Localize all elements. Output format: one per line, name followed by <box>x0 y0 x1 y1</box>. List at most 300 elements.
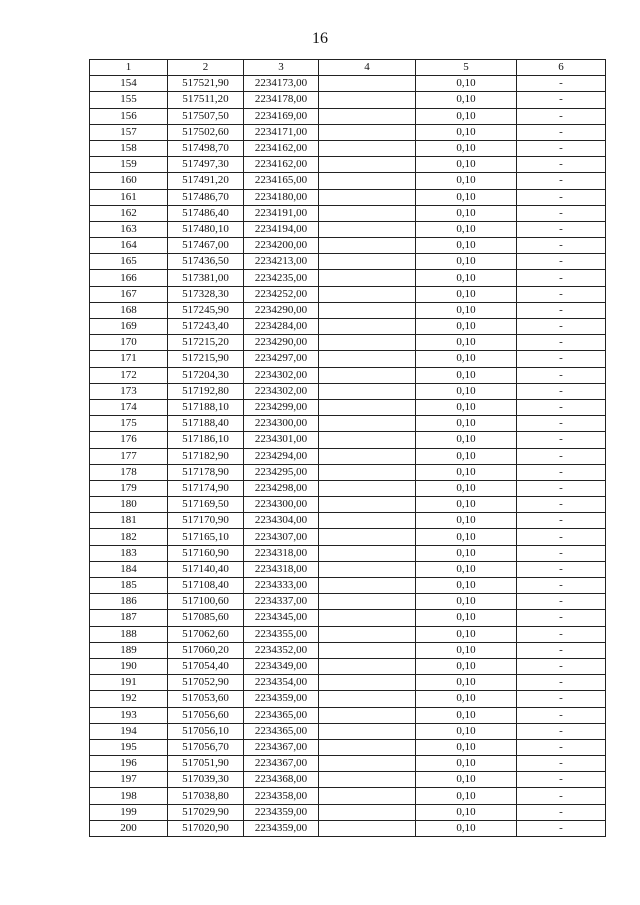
table-cell: - <box>517 513 606 529</box>
table-cell <box>319 383 416 399</box>
table-cell: 517245,90 <box>168 302 244 318</box>
table-cell: - <box>517 707 606 723</box>
table-cell: - <box>517 367 606 383</box>
table-cell: 2234359,00 <box>244 820 319 836</box>
table-cell: 517511,20 <box>168 92 244 108</box>
table-row <box>90 157 606 173</box>
table-cell: 517056,70 <box>168 739 244 755</box>
table-cell <box>319 302 416 318</box>
column-header: 1 <box>90 60 168 76</box>
table-cell: - <box>517 578 606 594</box>
table-cell <box>319 76 416 92</box>
table-cell: 517170,90 <box>168 513 244 529</box>
table-cell: 178 <box>90 464 168 480</box>
table-cell: 192 <box>90 691 168 707</box>
table-cell: 2234213,00 <box>244 254 319 270</box>
table-cell: 2234194,00 <box>244 221 319 237</box>
table-cell: 2234290,00 <box>244 335 319 351</box>
table-cell <box>319 124 416 140</box>
table-cell: - <box>517 238 606 254</box>
table-cell: - <box>517 254 606 270</box>
table-cell: 2234304,00 <box>244 513 319 529</box>
table-cell: - <box>517 820 606 836</box>
table-cell <box>319 221 416 237</box>
table-row <box>90 383 606 399</box>
table-cell: 517085,60 <box>168 610 244 626</box>
table-cell: 2234333,00 <box>244 578 319 594</box>
table-cell: 199 <box>90 804 168 820</box>
column-header: 5 <box>416 60 517 76</box>
table-cell: - <box>517 545 606 561</box>
table-cell <box>319 626 416 642</box>
table-cell: 2234365,00 <box>244 707 319 723</box>
table-cell: 0,10 <box>416 464 517 480</box>
table-cell: 2234178,00 <box>244 92 319 108</box>
table-cell: 0,10 <box>416 675 517 691</box>
table-cell: 160 <box>90 173 168 189</box>
table-cell: 0,10 <box>416 157 517 173</box>
table-cell: 0,10 <box>416 189 517 205</box>
table-cell: 2234359,00 <box>244 804 319 820</box>
table-cell: 517486,40 <box>168 205 244 221</box>
table-cell: 517192,80 <box>168 383 244 399</box>
table-cell <box>319 351 416 367</box>
table-cell: 2234318,00 <box>244 545 319 561</box>
table-row <box>90 140 606 156</box>
table-cell: - <box>517 675 606 691</box>
table-cell: 177 <box>90 448 168 464</box>
table-row <box>90 189 606 205</box>
table-cell: 2234180,00 <box>244 189 319 205</box>
table-cell: 0,10 <box>416 594 517 610</box>
table-cell: - <box>517 480 606 496</box>
table-cell: 517056,60 <box>168 707 244 723</box>
table-cell <box>319 480 416 496</box>
table-cell: 517215,90 <box>168 351 244 367</box>
table-row <box>90 416 606 432</box>
table-cell: 517215,20 <box>168 335 244 351</box>
table-row <box>90 108 606 124</box>
table-cell: 2234290,00 <box>244 302 319 318</box>
table-cell: - <box>517 772 606 788</box>
table-row <box>90 173 606 189</box>
table-cell: 2234355,00 <box>244 626 319 642</box>
table-row <box>90 513 606 529</box>
table-cell: 167 <box>90 286 168 302</box>
table-row <box>90 707 606 723</box>
table-cell: 0,10 <box>416 416 517 432</box>
table-cell: 2234307,00 <box>244 529 319 545</box>
table-cell: 154 <box>90 76 168 92</box>
table-cell: 194 <box>90 723 168 739</box>
table-cell: 0,10 <box>416 626 517 642</box>
table-cell <box>319 367 416 383</box>
table-cell: 0,10 <box>416 351 517 367</box>
table-row <box>90 529 606 545</box>
table-cell: 2234302,00 <box>244 383 319 399</box>
table-row <box>90 286 606 302</box>
table-cell: 0,10 <box>416 756 517 772</box>
table-cell: 2234297,00 <box>244 351 319 367</box>
table-cell: 0,10 <box>416 108 517 124</box>
table-cell: 0,10 <box>416 820 517 836</box>
table-cell: - <box>517 140 606 156</box>
table-cell <box>319 578 416 594</box>
table-cell: 2234368,00 <box>244 772 319 788</box>
table-cell: 2234295,00 <box>244 464 319 480</box>
table-cell: 0,10 <box>416 513 517 529</box>
table-cell: 156 <box>90 108 168 124</box>
table-row <box>90 561 606 577</box>
table-cell: - <box>517 691 606 707</box>
table-cell: 0,10 <box>416 545 517 561</box>
table-cell: 163 <box>90 221 168 237</box>
table-cell <box>319 642 416 658</box>
table-cell: 2234191,00 <box>244 205 319 221</box>
table-cell <box>319 270 416 286</box>
table-row <box>90 594 606 610</box>
table-row <box>90 626 606 642</box>
table-cell: 183 <box>90 545 168 561</box>
table-cell: 2234359,00 <box>244 691 319 707</box>
table-row <box>90 351 606 367</box>
table-cell: 517051,90 <box>168 756 244 772</box>
table-row <box>90 788 606 804</box>
table-cell: 2234200,00 <box>244 238 319 254</box>
table-row <box>90 92 606 108</box>
table-cell <box>319 772 416 788</box>
table-cell: 197 <box>90 772 168 788</box>
table-row <box>90 642 606 658</box>
table-cell <box>319 335 416 351</box>
table-cell: 2234367,00 <box>244 739 319 755</box>
table-cell: 0,10 <box>416 124 517 140</box>
table-cell: 2234318,00 <box>244 561 319 577</box>
table-cell <box>319 432 416 448</box>
table-cell: 0,10 <box>416 804 517 820</box>
table-header-row <box>90 60 606 76</box>
table-cell <box>319 319 416 335</box>
table-cell: 517467,00 <box>168 238 244 254</box>
table-cell: 517498,70 <box>168 140 244 156</box>
table-cell: 182 <box>90 529 168 545</box>
table-cell: - <box>517 594 606 610</box>
table-cell: - <box>517 642 606 658</box>
table-cell: 517053,60 <box>168 691 244 707</box>
table-cell: 161 <box>90 189 168 205</box>
table-cell: 0,10 <box>416 788 517 804</box>
table-cell: - <box>517 205 606 221</box>
table-cell <box>319 205 416 221</box>
table-cell: - <box>517 658 606 674</box>
table-row <box>90 399 606 415</box>
table-cell: 2234284,00 <box>244 319 319 335</box>
table-cell: 196 <box>90 756 168 772</box>
table-cell <box>319 108 416 124</box>
table-cell <box>319 675 416 691</box>
table-row <box>90 221 606 237</box>
table-cell: 2234299,00 <box>244 399 319 415</box>
table-cell: 517039,30 <box>168 772 244 788</box>
table-row <box>90 448 606 464</box>
table-cell: 2234298,00 <box>244 480 319 496</box>
table-cell: 2234300,00 <box>244 416 319 432</box>
table-cell: 179 <box>90 480 168 496</box>
table-cell: 189 <box>90 642 168 658</box>
table-cell: 2234354,00 <box>244 675 319 691</box>
table-cell: - <box>517 756 606 772</box>
table-cell <box>319 820 416 836</box>
table-cell: 0,10 <box>416 707 517 723</box>
table-cell: 0,10 <box>416 286 517 302</box>
table-cell: 2234352,00 <box>244 642 319 658</box>
table-cell: - <box>517 448 606 464</box>
page-number: 16 <box>312 30 328 47</box>
table-cell <box>319 173 416 189</box>
table-cell: - <box>517 788 606 804</box>
table-cell: 517108,40 <box>168 578 244 594</box>
table-cell: 0,10 <box>416 578 517 594</box>
table-cell: 172 <box>90 367 168 383</box>
table-cell: 517160,90 <box>168 545 244 561</box>
table-cell: 162 <box>90 205 168 221</box>
table-cell <box>319 658 416 674</box>
table-cell: - <box>517 124 606 140</box>
table-cell: 0,10 <box>416 270 517 286</box>
table-cell: - <box>517 804 606 820</box>
table-cell: 168 <box>90 302 168 318</box>
table-row <box>90 464 606 480</box>
table-cell <box>319 254 416 270</box>
table-cell: - <box>517 173 606 189</box>
table-cell: 2234300,00 <box>244 497 319 513</box>
column-header: 3 <box>244 60 319 76</box>
table-cell: - <box>517 610 606 626</box>
table-cell: 186 <box>90 594 168 610</box>
table-row <box>90 739 606 755</box>
table-cell: 2234162,00 <box>244 140 319 156</box>
table-cell <box>319 545 416 561</box>
table-cell: 169 <box>90 319 168 335</box>
table-row <box>90 820 606 836</box>
table-cell: 200 <box>90 820 168 836</box>
table-cell: 195 <box>90 739 168 755</box>
table-cell <box>319 140 416 156</box>
table-cell: 2234171,00 <box>244 124 319 140</box>
table-cell: 517243,40 <box>168 319 244 335</box>
table-row <box>90 319 606 335</box>
table-cell: - <box>517 529 606 545</box>
table-row <box>90 497 606 513</box>
table-cell: 180 <box>90 497 168 513</box>
table-cell: - <box>517 416 606 432</box>
table-cell: - <box>517 383 606 399</box>
column-header: 2 <box>168 60 244 76</box>
table-cell: 0,10 <box>416 691 517 707</box>
column-header: 4 <box>319 60 416 76</box>
table-cell: - <box>517 189 606 205</box>
table-cell: - <box>517 319 606 335</box>
table-cell: 159 <box>90 157 168 173</box>
table-cell: 2234235,00 <box>244 270 319 286</box>
table-cell: 190 <box>90 658 168 674</box>
table-cell: 517178,90 <box>168 464 244 480</box>
table-row <box>90 804 606 820</box>
table-cell: 2234302,00 <box>244 367 319 383</box>
table-cell: 157 <box>90 124 168 140</box>
table-cell: - <box>517 723 606 739</box>
table-cell: 0,10 <box>416 140 517 156</box>
table-cell: 0,10 <box>416 238 517 254</box>
table-cell: 517182,90 <box>168 448 244 464</box>
table-cell <box>319 513 416 529</box>
table-row <box>90 205 606 221</box>
table-cell: 0,10 <box>416 173 517 189</box>
table-cell: 517436,50 <box>168 254 244 270</box>
table-cell: 517062,60 <box>168 626 244 642</box>
table-cell: - <box>517 561 606 577</box>
table-cell: 517038,80 <box>168 788 244 804</box>
table-row <box>90 124 606 140</box>
table-cell: 517521,90 <box>168 76 244 92</box>
table-row <box>90 432 606 448</box>
table-cell <box>319 561 416 577</box>
table-cell <box>319 92 416 108</box>
table-cell: 0,10 <box>416 92 517 108</box>
table-cell: - <box>517 399 606 415</box>
table-cell: 2234162,00 <box>244 157 319 173</box>
table-cell: 517174,90 <box>168 480 244 496</box>
table-cell <box>319 707 416 723</box>
table-cell: - <box>517 302 606 318</box>
table-cell: 517188,10 <box>168 399 244 415</box>
table-cell <box>319 189 416 205</box>
table-cell: 171 <box>90 351 168 367</box>
table-row <box>90 756 606 772</box>
table-cell: - <box>517 626 606 642</box>
table-cell: - <box>517 270 606 286</box>
table-cell: 517497,30 <box>168 157 244 173</box>
table-cell: 166 <box>90 270 168 286</box>
table-row <box>90 545 606 561</box>
table-cell: 0,10 <box>416 610 517 626</box>
table-cell: 2234173,00 <box>244 76 319 92</box>
table-cell: 517029,90 <box>168 804 244 820</box>
table-cell <box>319 788 416 804</box>
table-row <box>90 480 606 496</box>
table-cell: - <box>517 464 606 480</box>
table-cell: - <box>517 286 606 302</box>
table-row <box>90 335 606 351</box>
table-cell: 517169,50 <box>168 497 244 513</box>
table-cell: 517486,70 <box>168 189 244 205</box>
table-cell <box>319 416 416 432</box>
table-cell <box>319 804 416 820</box>
table-cell: 2234337,00 <box>244 594 319 610</box>
table-cell: 2234349,00 <box>244 658 319 674</box>
table-cell: 170 <box>90 335 168 351</box>
table-row <box>90 675 606 691</box>
table-row <box>90 270 606 286</box>
table-cell: 0,10 <box>416 529 517 545</box>
table-cell: - <box>517 335 606 351</box>
table-cell: 517165,10 <box>168 529 244 545</box>
table-cell: 517056,10 <box>168 723 244 739</box>
table-cell: 517060,20 <box>168 642 244 658</box>
table-cell <box>319 286 416 302</box>
table-cell: 184 <box>90 561 168 577</box>
table-cell: 176 <box>90 432 168 448</box>
table-cell: 517100,60 <box>168 594 244 610</box>
table-cell: 0,10 <box>416 76 517 92</box>
table-cell: 517480,10 <box>168 221 244 237</box>
table-row <box>90 772 606 788</box>
table-cell: 2234345,00 <box>244 610 319 626</box>
table-cell: 517502,60 <box>168 124 244 140</box>
table-row <box>90 76 606 92</box>
table-cell: 2234169,00 <box>244 108 319 124</box>
table-cell: 191 <box>90 675 168 691</box>
table-cell: 2234358,00 <box>244 788 319 804</box>
table-cell <box>319 691 416 707</box>
table-cell: 0,10 <box>416 642 517 658</box>
table-cell: 2234165,00 <box>244 173 319 189</box>
table-row <box>90 238 606 254</box>
table-cell: - <box>517 351 606 367</box>
table-cell: - <box>517 76 606 92</box>
table-cell: 0,10 <box>416 367 517 383</box>
table-cell: 0,10 <box>416 739 517 755</box>
table-cell: 193 <box>90 707 168 723</box>
table-row <box>90 254 606 270</box>
table-cell <box>319 723 416 739</box>
column-header: 6 <box>517 60 606 76</box>
table-cell: 0,10 <box>416 497 517 513</box>
table-cell: - <box>517 497 606 513</box>
table-cell: 0,10 <box>416 302 517 318</box>
table-cell: 175 <box>90 416 168 432</box>
table-cell: - <box>517 157 606 173</box>
table-cell <box>319 529 416 545</box>
table-cell <box>319 399 416 415</box>
table-cell: - <box>517 221 606 237</box>
table-cell: 517188,40 <box>168 416 244 432</box>
table-row <box>90 302 606 318</box>
table-cell: - <box>517 92 606 108</box>
table-cell: 2234367,00 <box>244 756 319 772</box>
table-cell: 517020,90 <box>168 820 244 836</box>
table-cell: 0,10 <box>416 480 517 496</box>
table-row <box>90 367 606 383</box>
table-cell: 0,10 <box>416 335 517 351</box>
table-cell: 185 <box>90 578 168 594</box>
table-cell: 0,10 <box>416 221 517 237</box>
table-cell: 173 <box>90 383 168 399</box>
table-row <box>90 658 606 674</box>
table-cell <box>319 739 416 755</box>
table-cell: 174 <box>90 399 168 415</box>
table-cell <box>319 157 416 173</box>
table-cell: 2234294,00 <box>244 448 319 464</box>
table-cell: 0,10 <box>416 399 517 415</box>
table-cell: 517054,40 <box>168 658 244 674</box>
table-cell: 2234301,00 <box>244 432 319 448</box>
table-cell: 0,10 <box>416 383 517 399</box>
table-cell: 517491,20 <box>168 173 244 189</box>
table-cell: 181 <box>90 513 168 529</box>
table-cell: 517140,40 <box>168 561 244 577</box>
table-cell: 164 <box>90 238 168 254</box>
